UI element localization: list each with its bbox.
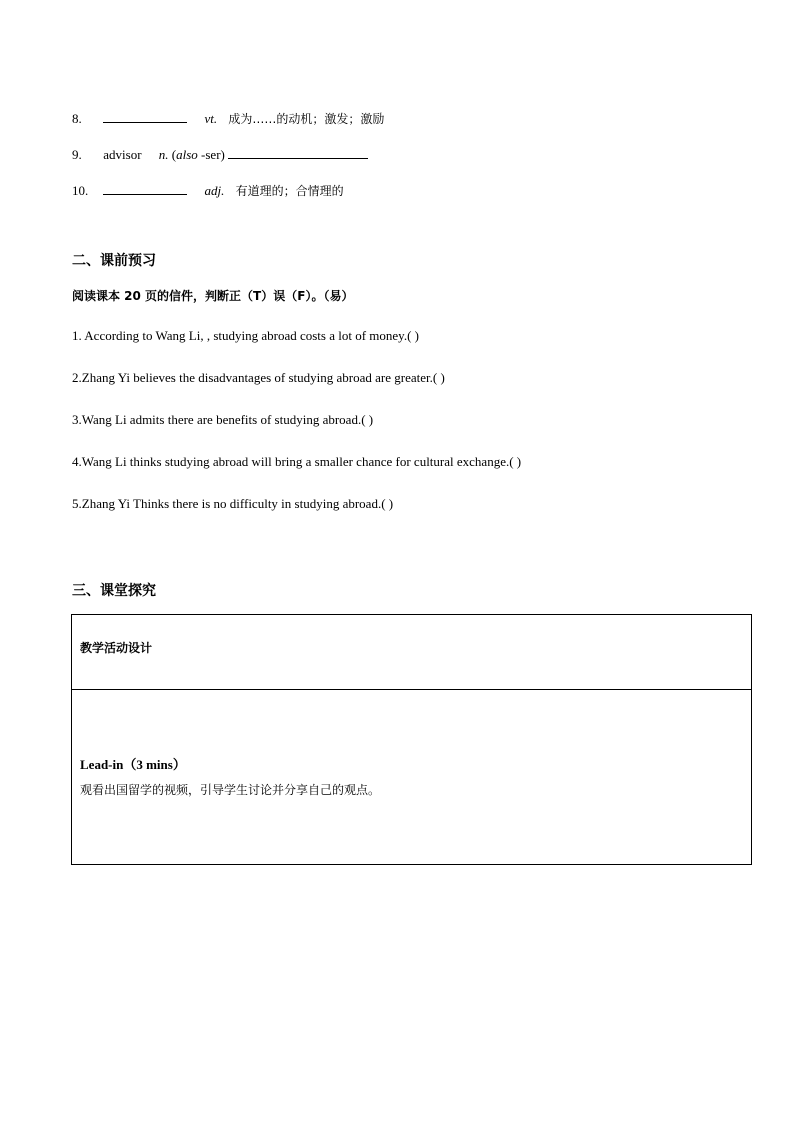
table-header-text: 教学活动设计	[80, 641, 153, 655]
section-instruction: 阅读课本 20 页的信件，判断正（T）误（F）。（易）	[72, 289, 354, 303]
part-of-speech: n.	[158, 147, 169, 162]
vocab-note-also: also	[176, 147, 198, 162]
vocab-number: 10.	[72, 183, 89, 198]
activity-design-table	[71, 614, 752, 865]
leadin-description: 观看出国留学的视频，引导学生讨论并分享自己的观点。	[80, 783, 381, 797]
section-heading-preview: 二、课前预习	[72, 253, 156, 269]
answer-blank[interactable]	[103, 182, 187, 195]
part-of-speech: adj.	[204, 183, 225, 198]
leadin-title: Lead-in（3 mins）	[80, 757, 186, 772]
vocab-number: 9.	[72, 147, 82, 162]
question-4: 4.Wang Li thinks studying abroad will bring a smaller chance for cultural exchange.( )	[72, 454, 522, 469]
part-of-speech: vt.	[204, 111, 218, 126]
vocab-note-open: (	[171, 147, 177, 162]
section-heading-explore: 三、课堂探究	[72, 583, 156, 599]
vocab-note-rest: -ser)	[197, 147, 225, 162]
vocab-word: advisor	[103, 147, 142, 162]
vocab-number: 8.	[72, 111, 82, 126]
question-5: 5.Zhang Yi Thinks there is no difficulty in studying abroad.( )	[72, 496, 394, 511]
answer-blank[interactable]	[103, 110, 187, 123]
question-2: 2.Zhang Yi believes the disadvantages of studying abroad are greater.( )	[72, 370, 445, 385]
table-header-cell	[72, 615, 752, 690]
vocab-meaning: 有道理的；合情理的	[235, 184, 344, 198]
vocab-meaning: 成为……的动机；激发；激励	[228, 112, 385, 126]
vocab-item-10	[72, 182, 344, 199]
table-content-cell	[72, 690, 752, 865]
vocab-item-9	[72, 146, 368, 163]
vocab-item-8	[72, 110, 384, 127]
answer-blank[interactable]	[228, 146, 368, 159]
question-1: 1. According to Wang Li, , studying abroad costs a lot of money.( )	[72, 328, 420, 343]
question-3: 3.Wang Li admits there are benefits of studying abroad.( )	[72, 412, 374, 427]
